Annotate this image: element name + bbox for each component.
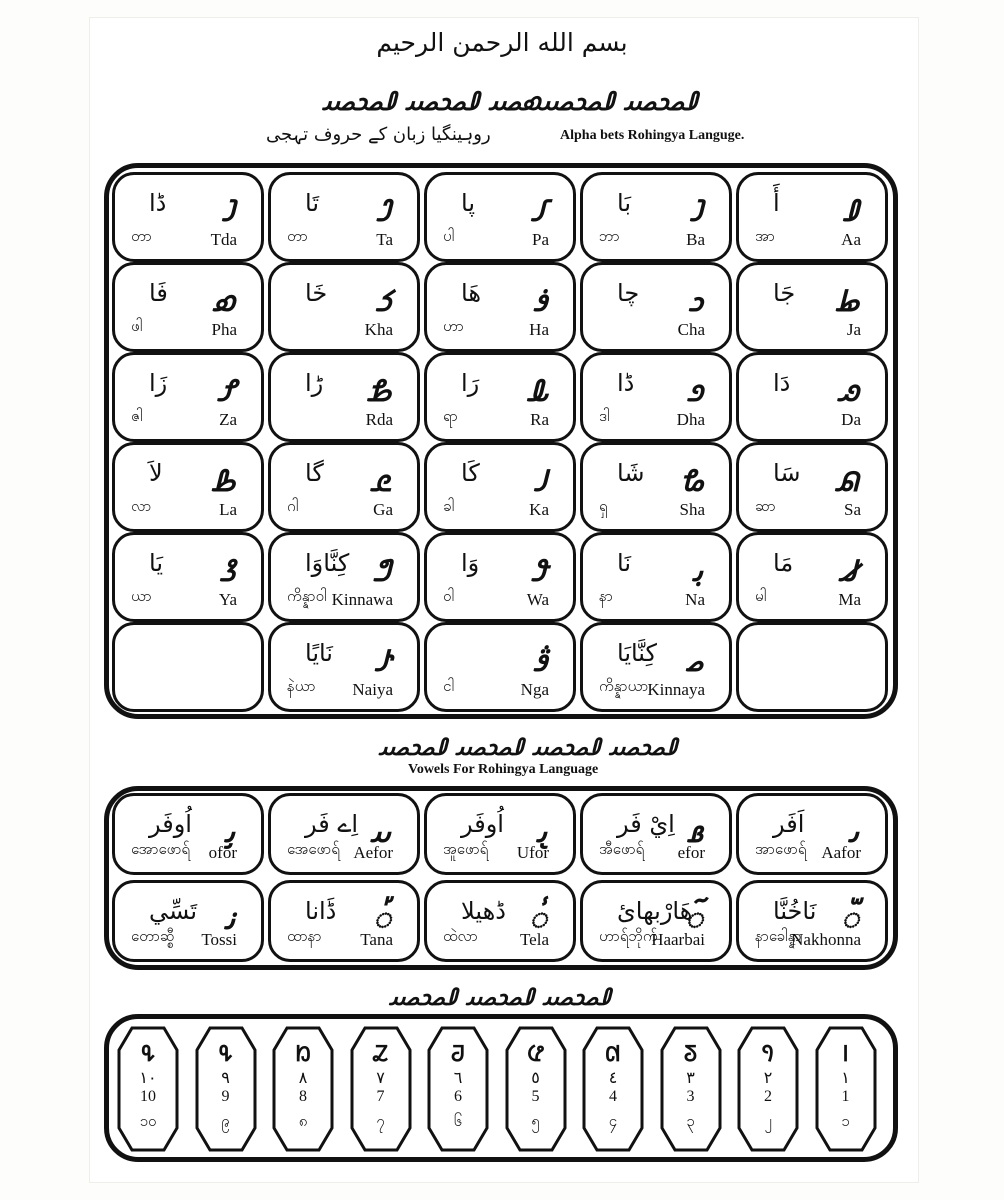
rohingya-letter: 𐴢 (848, 815, 859, 850)
latin-name: Ha (529, 320, 549, 339)
rohingya-letter: 𐴖 (219, 554, 235, 589)
rohingya-letter: 𐴄 (531, 194, 547, 229)
latin-name: Za (219, 410, 237, 429)
latin-name: Na (685, 590, 705, 609)
latin-name: Pa (532, 230, 549, 249)
rohingya-digit: 𐴷 (373, 1041, 388, 1067)
arabic-digit: ٧ (376, 1068, 385, 1087)
alphabet-cell (424, 622, 576, 712)
rohingya-letter: 𐴧 (841, 902, 859, 937)
vowels-cell (268, 880, 420, 962)
latin-name: Tana (360, 930, 393, 949)
rohingya-digit: 𐴸 (295, 1041, 311, 1067)
alphabet-cell (424, 532, 576, 622)
latin-name: efor (677, 843, 705, 862)
arabic-letter: نَا (617, 549, 631, 577)
vowels-cell (580, 880, 732, 962)
alphabet-cell (424, 262, 576, 352)
arabic-letter: نَاخُنَّا (773, 897, 817, 925)
rohingya-letter: 𐴛 (374, 644, 391, 679)
arabic-letter: خَا (305, 279, 328, 307)
arabic-letter: ڑا (305, 369, 324, 397)
arabic-letter: كِنَّاوَا (305, 549, 350, 577)
latin-name: Tela (519, 930, 549, 949)
number-cell (349, 1024, 413, 1154)
alphabet-cell (112, 622, 264, 712)
alphabet-cell (580, 172, 732, 262)
alphabet-cell (112, 532, 264, 622)
burmese-letter: ဒါ (599, 407, 610, 425)
number-cell (116, 1024, 180, 1154)
burmese-letter: ဟာ (443, 317, 464, 335)
rohingya-letter: 𐴌 (217, 374, 235, 409)
burmese-digit: ၁ (841, 1112, 850, 1130)
arabic-letter: بَا (617, 189, 631, 217)
rohingya-letter: 𐴃 (376, 194, 391, 229)
alphabet-cell (580, 262, 732, 352)
vowels-cell (268, 793, 420, 875)
arabic-digit: ١ (841, 1068, 850, 1087)
burmese-letter: တာ (131, 227, 152, 245)
burmese-digit: ၈ (298, 1112, 308, 1130)
burmese-letter: အာဖောရ် (755, 840, 807, 858)
latin-name: Kinnawa (331, 590, 393, 609)
arabic-letter: ڈا (149, 189, 167, 217)
latin-name: Ra (530, 410, 549, 429)
rohingya-letter: 𐴞 (224, 815, 235, 850)
latin-digit: 2 (764, 1088, 772, 1105)
rohingya-digit: 𐴹 (219, 1041, 232, 1067)
alphabet-cell (112, 352, 264, 442)
burmese-letter: ဂါ (287, 497, 299, 515)
burmese-letter: ဟာရ်ဘိုက် (599, 927, 658, 945)
alphabet-cell (268, 442, 420, 532)
arabic-digit: ٢ (763, 1068, 773, 1087)
latin-name: Kinnaya (647, 680, 705, 699)
burmese-digit: ၃ (686, 1112, 695, 1130)
vowels-cell (736, 793, 888, 875)
latin-digit: 7 (376, 1088, 385, 1105)
basmala: بسم الله الرحمن الرحيم (376, 28, 628, 57)
arabic-digit: ٩ (221, 1068, 230, 1087)
arabic-letter: يَا (149, 549, 163, 577)
arabic-letter: ڈهيلا (461, 897, 506, 925)
latin-name: Ufor (516, 843, 549, 862)
latin-name: Ma (838, 590, 861, 609)
arabic-letter: شَا (617, 459, 645, 487)
latin-name: Ga (373, 500, 393, 519)
arabic-letter: سَا (773, 459, 801, 487)
rohingya-digit: 𐴴 (605, 1041, 621, 1067)
rohingya-letter: 𐴙 (692, 554, 703, 589)
burmese-digit: ၄ (608, 1112, 618, 1130)
alphabet-cell (580, 442, 732, 532)
latin-name: Aefor (353, 843, 393, 862)
vowels-cell (580, 793, 732, 875)
vowels-cell (736, 880, 888, 962)
latin-name: Ba (686, 230, 705, 249)
number-cell (736, 1024, 800, 1154)
rohingya-letter: 𐴝 (685, 644, 703, 679)
burmese-digit: ၁၀ (139, 1112, 157, 1130)
arabic-letter: ڈا (617, 369, 635, 397)
rohingya-letter: 𐴀 (843, 194, 859, 229)
alphabet-cell (736, 262, 888, 352)
rohingya-letter: 𐴜 (533, 644, 547, 679)
latin-digit: 8 (299, 1088, 307, 1105)
arabic-letter: زَا (149, 369, 168, 397)
alphabet-cell (736, 352, 888, 442)
burmese-letter: ကိန္နာယာ (599, 677, 649, 695)
burmese-letter: ပါ (443, 227, 455, 245)
arabic-letter: اَفَر (773, 810, 805, 838)
alphabet-cell (268, 532, 420, 622)
rohingya-letter: 𐴡 (687, 815, 703, 850)
latin-name: Haarbai (651, 930, 705, 949)
number-cell (814, 1024, 878, 1154)
rohingya-letter: 𐴊 (688, 284, 703, 319)
burmese-digit: ၉ (221, 1112, 230, 1130)
burmese-letter: တာ (287, 227, 308, 245)
arabic-letter: دَا (773, 369, 791, 397)
rohingya-letter: 𐴚 (838, 554, 859, 589)
arabic-letter: فَا (149, 279, 168, 307)
rohingya-letter: 𐴍 (367, 374, 391, 409)
latin-name: Aa (841, 230, 861, 249)
rohingya-letter: 𐴇 (212, 284, 235, 319)
number-cell (271, 1024, 335, 1154)
burmese-letter: ဇါ (131, 407, 143, 425)
burmese-letter: အူဖောရ် (443, 840, 489, 858)
number-cell (504, 1024, 568, 1154)
burmese-letter: ယာ (131, 587, 152, 605)
latin-name: Ja (846, 320, 861, 339)
latin-name: Sha (679, 500, 705, 519)
latin-name: Da (841, 410, 861, 429)
alphabet-cell (268, 262, 420, 352)
alphabet-cell (268, 352, 420, 442)
vowels-cell (112, 880, 264, 962)
arabic-letter: رَا (461, 369, 480, 397)
arabic-letter: اِے فَر (305, 810, 359, 838)
arabic-letter: ڈَانا (305, 897, 337, 925)
arabic-letter: اُوفَر (149, 810, 192, 838)
rohingya-letter: 𐴓 (533, 464, 547, 499)
burmese-letter: ဘာ (599, 227, 620, 245)
alphabet-cell (268, 622, 420, 712)
rohingya-letter: 𐴘 (531, 554, 547, 589)
burmese-letter: ခါ (443, 497, 455, 515)
alphabet-cell (424, 442, 576, 532)
arabic-letter: تَسِّي (149, 897, 198, 925)
latin-name: Ta (376, 230, 393, 249)
arabic-letter: أَ (773, 189, 780, 217)
arabic-letter: اِيْ فَر (617, 810, 675, 838)
burmese-letter: နဲယာ (287, 677, 316, 695)
alphabet-cell (424, 352, 576, 442)
rohingya-digit: 𐴶 (450, 1041, 466, 1067)
rohingya-letter: 𐴣 (224, 902, 235, 937)
alphabet-cell (580, 352, 732, 442)
number-cell (659, 1024, 723, 1154)
latin-digit: 1 (841, 1088, 850, 1105)
burmese-letter: ထာနာ (287, 927, 322, 945)
latin-name: Ya (218, 590, 237, 609)
arabic-letter: مَا (773, 549, 794, 577)
rohingya-letter: 𐴁 (689, 194, 703, 229)
latin-name: Nga (520, 680, 549, 699)
burmese-letter: နာခေါန္နာ (755, 927, 802, 945)
latin-name: La (219, 500, 237, 519)
rohingya-letter: 𐴦 (685, 902, 703, 937)
arabic-letter: لاَ (149, 459, 163, 487)
arabic-letter: كِنَّايَا (617, 639, 657, 667)
rohingya-letter: 𐴒 (370, 464, 391, 499)
arabic-digit: ٥ (531, 1068, 540, 1087)
arabic-digit: ٤ (608, 1068, 618, 1087)
rohingya-digit: 𐴱 (842, 1041, 849, 1067)
alphabet-cell (112, 172, 264, 262)
latin-digit: 3 (686, 1088, 695, 1105)
burmese-letter: ငါ (443, 677, 454, 695)
latin-name: Ka (529, 500, 549, 519)
latin-digit: 6 (454, 1088, 462, 1105)
rohingya-letter: 𐴕 (834, 464, 859, 499)
rohingya-letter: 𐴗 (373, 554, 391, 589)
burmese-letter: နာ (599, 587, 613, 605)
rohingya-letter: 𐴑 (211, 464, 235, 499)
vowels-cell (112, 793, 264, 875)
arabic-letter: پا (461, 189, 475, 217)
rohingya-letter: 𐴋 (835, 284, 859, 319)
latin-name: Sa (844, 500, 861, 519)
alphabet-cell (112, 262, 264, 352)
burmese-digit: ၅ (531, 1112, 540, 1130)
burmese-letter: တောဆ္စီ (131, 927, 175, 945)
burmese-letter: အီဖောရ် (599, 840, 645, 858)
alphabet-cell (736, 532, 888, 622)
rohingya-letter: 𐴁 (221, 194, 235, 229)
arabic-digit: ٦ (453, 1068, 463, 1087)
burmese-letter: အာ (755, 227, 775, 245)
latin-digit: 5 (531, 1088, 540, 1105)
rohingya-title: 𐴀𐴝𐴊𐴝𐴟 𐴀𐴝𐴊𐴝𐴟𐴇𐴝𐴟 𐴀𐴝𐴊𐴝𐴟 𐴀𐴝𐴊𐴝𐴟 (322, 87, 698, 117)
burmese-letter: ရှ (599, 497, 608, 515)
latin-name: Tossi (201, 930, 237, 949)
rohingya-digit: 𐴵 (526, 1041, 545, 1067)
latin-name: Naiya (352, 680, 393, 699)
arabic-letter: نَايًا (305, 639, 333, 667)
rohingya-letter: 𐴠 (536, 815, 547, 850)
burmese-digit: ၆ (453, 1112, 463, 1130)
vowels-cell (424, 793, 576, 875)
alphabet-cell (736, 622, 888, 712)
arabic-letter: گا (305, 459, 324, 487)
vowels-english-title: Vowels For Rohingya Language (408, 762, 599, 777)
rohingya-digit: 𐴲 (762, 1041, 774, 1067)
arabic-letter: وَا (461, 549, 480, 577)
rohingya-digit: 𐴹 (141, 1041, 155, 1067)
number-cell (581, 1024, 645, 1154)
latin-name: Kha (364, 320, 393, 339)
urdu-title: روہینگیا زبان کے حروف تہجی (266, 124, 491, 145)
alphabet-cell (736, 172, 888, 262)
alphabet-cell (580, 622, 732, 712)
arabic-letter: كَا (461, 459, 480, 487)
latin-digit: 10 (140, 1088, 156, 1105)
latin-name: Aafor (821, 843, 861, 862)
rohingya-letter: 𐴟 (370, 815, 391, 850)
latin-name: Wa (526, 590, 549, 609)
alphabet-cell (736, 442, 888, 532)
rohingya-digit: 𐴳 (683, 1041, 698, 1067)
arabic-letter: اُوفَر (461, 810, 504, 838)
number-cell (426, 1024, 490, 1154)
latin-name: Dha (676, 410, 705, 429)
alphabet-cell (580, 532, 732, 622)
arabic-digit: ٨ (298, 1068, 308, 1087)
burmese-letter: ရာ (443, 407, 458, 425)
arabic-letter: تَا (305, 189, 319, 217)
rohingya-letter: 𐴎 (526, 374, 547, 409)
burmese-letter: ဖါ (131, 317, 143, 335)
arabic-letter: هَا (461, 279, 481, 307)
latin-name: ofor (208, 843, 237, 862)
latin-name: Cha (677, 320, 705, 339)
burmese-letter: ဆာ (755, 497, 776, 515)
alphabet-cell (112, 442, 264, 532)
latin-digit: 4 (609, 1088, 617, 1105)
vowels-rohingya-title: 𐴀𐴝𐴊𐴝𐴟 𐴀𐴝𐴊𐴝𐴟 𐴀𐴝𐴊𐴝𐴟 𐴀𐴝𐴊𐴝𐴟 (378, 732, 678, 761)
rohingya-letter: 𐴏 (687, 374, 703, 409)
rohingya-letter: 𐴐 (837, 374, 859, 409)
arabic-letter: جَا (773, 279, 796, 307)
latin-name: Nakhonna (791, 930, 861, 949)
burmese-letter: မါ (755, 587, 767, 605)
arabic-digit: ٣ (686, 1068, 695, 1087)
rohingya-letter: 𐴔 (680, 464, 703, 499)
alphabet-cell (424, 172, 576, 262)
latin-digit: 9 (221, 1088, 230, 1105)
burmese-letter: ထဲလာ (443, 927, 478, 945)
rohingya-letter: 𐴥 (529, 902, 547, 937)
alphabet-cell (268, 172, 420, 262)
english-title: Alpha bets Rohingya Languge. (560, 128, 745, 143)
burmese-digit: ၂ (764, 1112, 772, 1130)
arabic-digit: ١٠ (139, 1068, 157, 1087)
burmese-letter: လာ (131, 497, 152, 515)
rohingya-letter: 𐴉 (533, 284, 547, 319)
latin-name: Rda (365, 410, 393, 429)
burmese-letter: ဝါ (443, 587, 455, 605)
vowels-cell (424, 880, 576, 962)
burmese-digit: ၇ (376, 1112, 385, 1130)
arabic-letter: هَارْبهائ (617, 897, 693, 925)
rohingya-letter: 𐴤 (373, 902, 391, 937)
rohingya-letter: 𐴈 (375, 284, 391, 319)
arabic-letter: چا (617, 279, 640, 307)
burmese-letter: ကိန္နာဝါ (287, 587, 327, 605)
latin-name: Pha (211, 320, 237, 339)
burmese-letter: အေဖောရ် (287, 840, 340, 858)
number-cell (194, 1024, 258, 1154)
numbers-rohingya-title: 𐴀𐴝𐴊𐴝𐴟 𐴀𐴝𐴊𐴝𐴟 𐴀𐴝𐴊𐴝𐴟 (389, 982, 611, 1011)
latin-name: Tda (210, 230, 237, 249)
burmese-letter: အောဖောရ် (131, 840, 190, 858)
